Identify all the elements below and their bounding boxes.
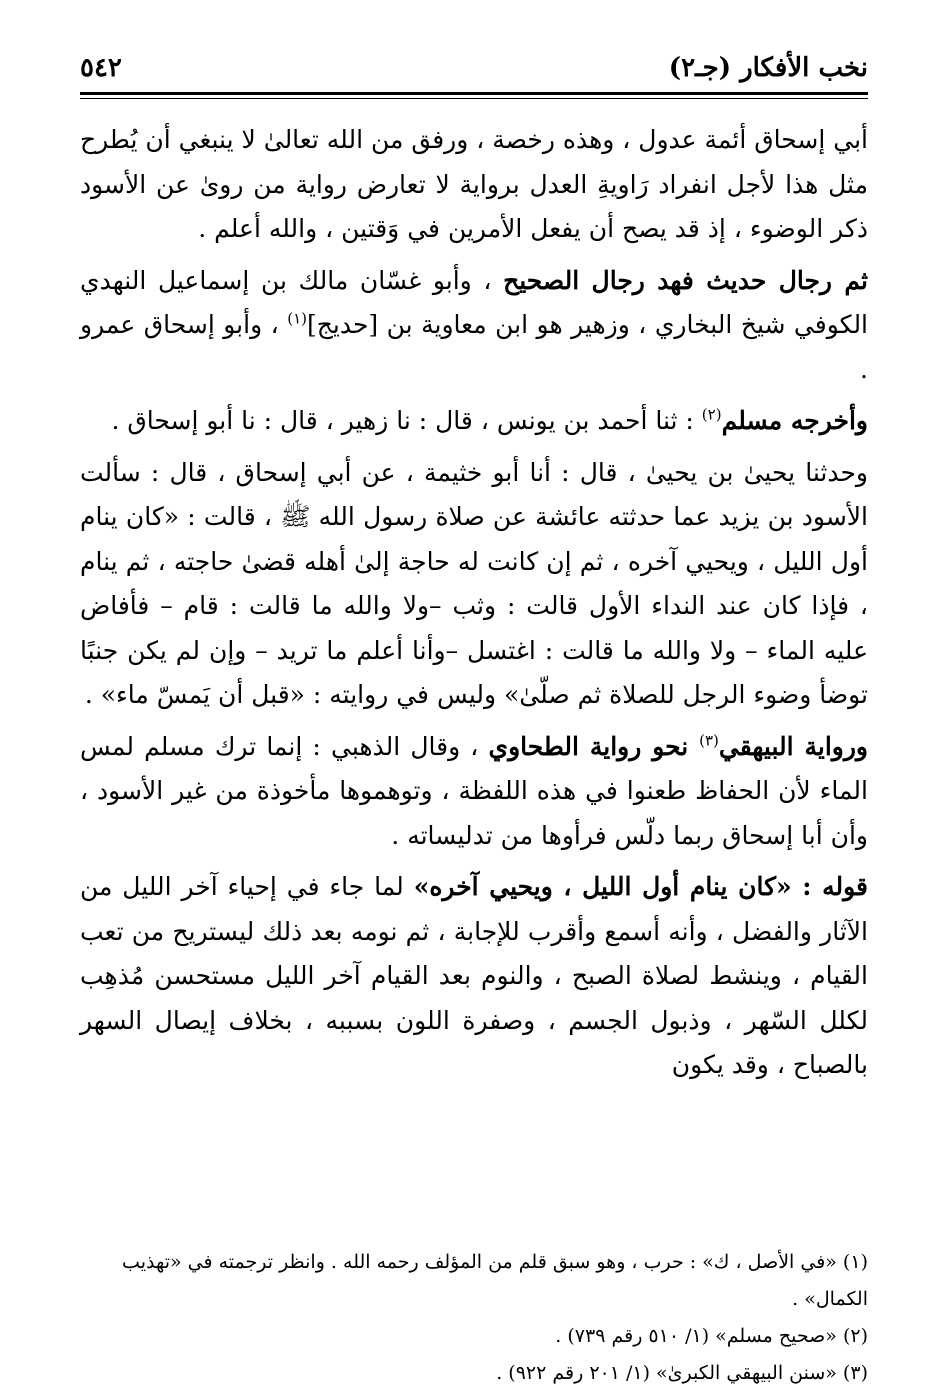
paragraph-1: [80, 118, 868, 252]
paragraph-3-heading: وأخرجه مسلم: [721, 406, 868, 435]
paragraph-2-text-a: ، وأبو غسّان مالك بن إسماعيل النهدي الكوفي شيخ البخاري ، وزهير هو ابن معاوية بن [حديج]: [80, 265, 869, 339]
footnote-ref-3: (٣): [699, 731, 719, 750]
footnotes: [80, 1244, 868, 1392]
paragraph-2: [80, 259, 868, 393]
header-rule-thin: [80, 98, 868, 99]
paragraph-5: [80, 725, 868, 859]
paragraph-2-heading: ثم رجال حديث فهد رجال الصحيح: [503, 265, 868, 295]
footnote-2: (٢) «صحيح مسلم» (١/ ٥١٠ رقم ٧٣٩) .: [555, 1325, 868, 1347]
footnote-1: (١) «في الأصل ، ك» : حرب ، وهو سبق قلم من المؤلف رحمه الله . وانظر ترجمته في «تهذيب الكمال» .: [122, 1251, 868, 1310]
running-header: [80, 46, 868, 90]
paragraph-5-text: ، وقال الذهبي : إنما ترك مسلم لمس الماء لأن الحفاظ طعنوا في هذه اللفظة ، وتوهموها مأخوذة من غير الأسود ، وأن أبا إسحاق ربما دلّس فرأوها من تدليساته .: [80, 731, 868, 850]
book-title: نخب الأفكار (جـ٢): [668, 53, 868, 83]
footnote-ref-2: (٢): [701, 405, 722, 424]
paragraph-5-heading-b: نحو رواية الطحاوي: [488, 731, 700, 761]
paragraph-3-text: : ثنا أحمد بن يونس ، قال : نا زهير ، قال : نا أبو إسحاق .: [111, 406, 702, 435]
paragraph-5-heading-a: ورواية البيهقي: [718, 731, 868, 761]
footnote-ref-1: (١): [287, 309, 307, 328]
paragraph-6: [80, 865, 868, 1088]
header-rule: [80, 92, 868, 95]
book-page: [80, 46, 869, 1384]
paragraph-4-text: وحدثنا يحيىٰ بن يحيىٰ ، قال : أنا أبو خثيمة ، عن أبي إسحاق ، قال : سألت الأسود بن يزيد عما حدثته عائشة عن صلاة رسول الله ﷺ ، قالت : «كان ينام أول الليل ، ويحيي آخره ، ثم إن كانت له حاجة إلىٰ أهله قضىٰ حاجته ، ثم ينام ، فإذا كان عند النداء الأول قالت : وثب –ولا والله ما قالت : قام – فأفاض عليه الماء – ولا والله ما قالت : اغتسل –وأنا أعلم ما تريد – وإن لم يكن جنبًا توضأ وضوء الرجل للصلاة ثم صلّىٰ» وليس في روايته : «قبل أن يَمسّ ماء» .: [80, 457, 868, 709]
main-text: [80, 118, 868, 1095]
page-number: ٥٤٢: [80, 53, 122, 83]
paragraph-6-heading: قوله : «كان ينام أول الليل ، ويحيي آخره»: [413, 872, 868, 901]
paragraph-2-text-b: ، وأبو إسحاق عمرو .: [80, 310, 868, 384]
paragraph-4: [80, 451, 868, 718]
footnote-3: (٣) «سنن البيهقي الكبرىٰ» (١/ ٢٠١ رقم ٩٢٢) .: [496, 1362, 868, 1384]
paragraph-3: [80, 399, 868, 444]
paragraph-6-text: لما جاء في إحياء آخر الليل من الآثار والفضل ، وأنه أسمع وأقرب للإجابة ، ثم نومه بعد ذلك ليستريح من تعب القيام ، وينشط لصلاة الصبح ، والنوم بعد القيام آخر الليل مستحسن مُذهِب لكلل السّهر ، وذبول الجسم ، وصفرة اللون بسببه ، بخلاف إيصال السهر بالصباح ، وقد يكون: [80, 872, 868, 1079]
paragraph-1-text: أبي إسحاق أئمة عدول ، وهذه رخصة ، ورفق من الله تعالىٰ لا ينبغي أن يُطرح مثل هذا لأجل انفراد رَاويةِ العدل برواية لا تعارض رواية من رویٰ عن الأسود ذكر الوضوء ، إذ قد يصح أن يفعل الأمرين في وَقتين ، والله أعلم .: [80, 125, 868, 243]
